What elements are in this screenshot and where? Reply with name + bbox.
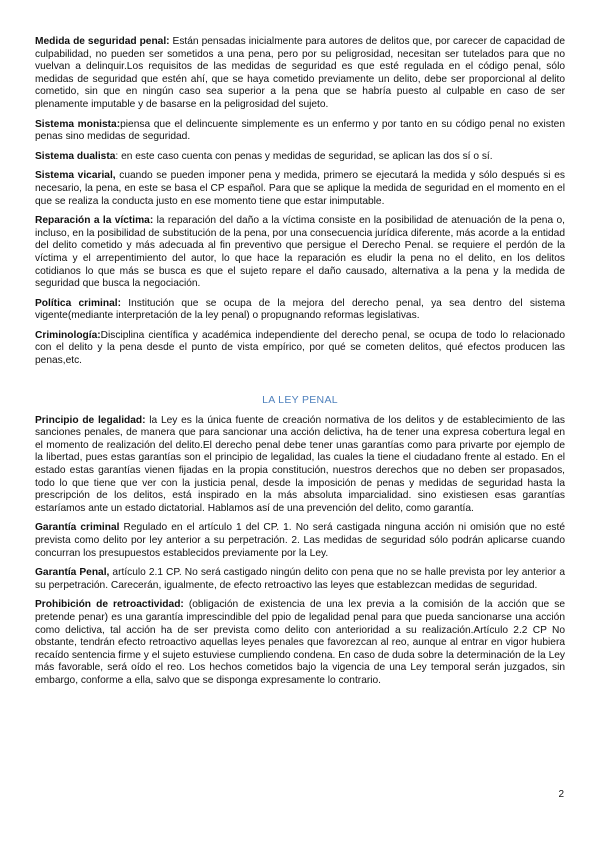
section-title: LA LEY PENAL	[262, 393, 338, 406]
paragraph-criminologia	[35, 330, 565, 368]
term-prohibicion-retroactividad: Prohibición de retroactividad:	[35, 599, 184, 611]
text-politica-criminal: Institución que se ocupa de la mejora del derecho penal, ya sea dentro del sistema vigente(mediante interpretación de la ley penal) o propugnando reformas legislativas.	[35, 297, 565, 322]
text-sistema-dualista: : en este caso cuenta con penas y medidas de seguridad, se aplican las dos sí o sí.	[115, 150, 493, 162]
term-criminologia: Criminología:	[35, 329, 101, 341]
term-principio-legalidad: Principio de legalidad:	[35, 414, 146, 426]
text-garantia-criminal: Regulado en el artículo 1 del CP. 1. No será castigada ninguna acción ni omisión que no esté prevista como delito por ley anterior a su perpetración. 2. Las medidas de seguridad sólo podrán aplicarse cuando concurran los presupuestos establecidos previamente por la Ley.	[35, 522, 566, 559]
paragraph-sistema-dualista	[35, 151, 565, 164]
paragraph-sistema-monista	[35, 119, 565, 144]
paragraph-prohibicion-retroactividad	[35, 599, 565, 687]
paragraph-principio-legalidad	[35, 415, 565, 516]
text-prohibicion-retroactividad: (obligación de existencia de una lex previa a la comisión de la acción que se pretende penar) es una garantía imprescindible del ppio de legalidad penal para que pueda sancionarse una acción como delictiva, tal acción ha de ser prevista como delito con anterioridad a su realización.Artículo 2.2 CP No obstante, tendrán efecto retroactivo aquellas leyes penales que favorezcan al reo, aunque al entrar en vigor hubiera recaído sentencia firme y el sujeto estuviese cumpliendo condena. En caso de duda sobre la determinación de la Ley más favorable, será oído el reo. Los hechos cometidos bajo la vigencia de una Ley temporal serán juzgados, sin embargo, conforme a ella, salvo que se disponga expresamente lo contrario.	[35, 599, 565, 686]
text-sistema-monista: piensa que el delincuente simplemente es un enfermo y por tanto en su código penal no existen penas sino medidas de seguridad.	[35, 118, 566, 143]
paragraph-sistema-vicarial	[35, 170, 565, 208]
term-garantia-penal: Garantía Penal,	[35, 567, 110, 579]
term-reparacion-victima: Reparación a la víctima:	[35, 215, 154, 227]
document-page	[35, 36, 565, 695]
text-sistema-vicarial: cuando se pueden imponer pena y medida, primero se ejecutará la medida y sólo después si es necesario, la pena, en este se basa el CP español. Para que se aplique la medida de seguridad en el momento en el que se realiza la conducta justo en ese momento tiene que estar inimputable.	[35, 170, 565, 207]
term-sistema-monista: Sistema monista:	[35, 118, 121, 130]
term-sistema-dualista: Sistema dualista	[35, 150, 116, 162]
paragraph-garantia-criminal	[35, 522, 565, 560]
text-medida-seguridad: Están pensadas inicialmente para autores de delitos que, por carecer de capacidad de culpabilidad, no pueden ser sometidos a una pena, pero por su peligrosidad, necesitan ser tutelados para que no vuelvan a delinquir.Los requisitos de las medidas de seguridad es que esté regulada en el código penal, sólo medidas de seguridad que estén ahí, que se haya cometido previamente un delito, debe ser proporcional al delito cometido, sin que en ningún caso sea superior a la pena que se habría puesto al culpable en caso de ser plenamente imputable y de basarse en la peligrosidad del sujeto.	[35, 36, 565, 110]
paragraph-reparacion-victima	[35, 215, 565, 291]
term-sistema-vicarial: Sistema vicarial,	[35, 170, 116, 182]
paragraph-politica-criminal	[35, 298, 565, 323]
paragraph-medida-seguridad	[35, 36, 565, 112]
paragraph-garantia-penal	[35, 567, 565, 592]
text-criminologia: Disciplina científica y académica independiente del derecho penal, se ocupa de todo lo relacionado con el delito y la pena desde el punto de vista empírico, por qué se cometen delitos, qué efectos producen las penas,etc.	[35, 329, 565, 367]
text-garantia-penal: artículo 2.1 CP. No será castigado ningún delito con pena que no se halle prevista por ley anterior a su perpetración. Carecerán, igualmente, de efecto retroactivo las leyes que establezcan medidas de seguridad.	[35, 567, 565, 591]
text-principio-legalidad: la Ley es la única fuente de creación normativa de los delitos y de establecimiento de las sanciones penales, de manera que para sancionar una acción delictiva, ha de tener una expresa cobertura legal en el momento de realización del delito.El derecho penal debe tener unas garantías como para privarte por ejemplo de la libertad, pues estas garantías son el principio de legalidad, las cuales la tiene el ciudadano frente al estado. En el estado estas garantías vienen fijadas en la propia constitución, nuestros derechos que no deben ser propasados, todo lo que tiene que ver con la justicia penal, desde la imposición de penas y medidas de seguridad hasta la prescripción de los delitos, está inspirado en la más absoluta imparcialidad. sino existiesen esas garantías estaríamos ante un estado dictatorial. Hablamos así de una prevención del delito, como garantía.	[35, 414, 565, 514]
term-garantia-criminal: Garantía criminal	[35, 522, 120, 534]
term-medida-seguridad: Medida de seguridad penal:	[35, 36, 170, 47]
page-number: 2	[558, 789, 564, 800]
text-reparacion-victima: la reparación del daño a la víctima consiste en la posibilidad de atenuación de la pena o, incluso, en la posibilidad de substitución de la pena, por una consecuencia jurídica diferente, más acorde a la entidad del delito cometido y más adecuada al fin preventivo que persigue el Derecho Penal. se requiere el perdón de la víctima y el arrepentimiento del autor, lo que hace la reparación es eludir la pena no el delito, en los delitos cotidianos lo que más se busca es que el sujeto repare el daño causado, alternativa a la pena y la medida de seguridad que busca la negociación.	[35, 215, 565, 290]
term-politica-criminal: Política criminal:	[35, 297, 121, 309]
